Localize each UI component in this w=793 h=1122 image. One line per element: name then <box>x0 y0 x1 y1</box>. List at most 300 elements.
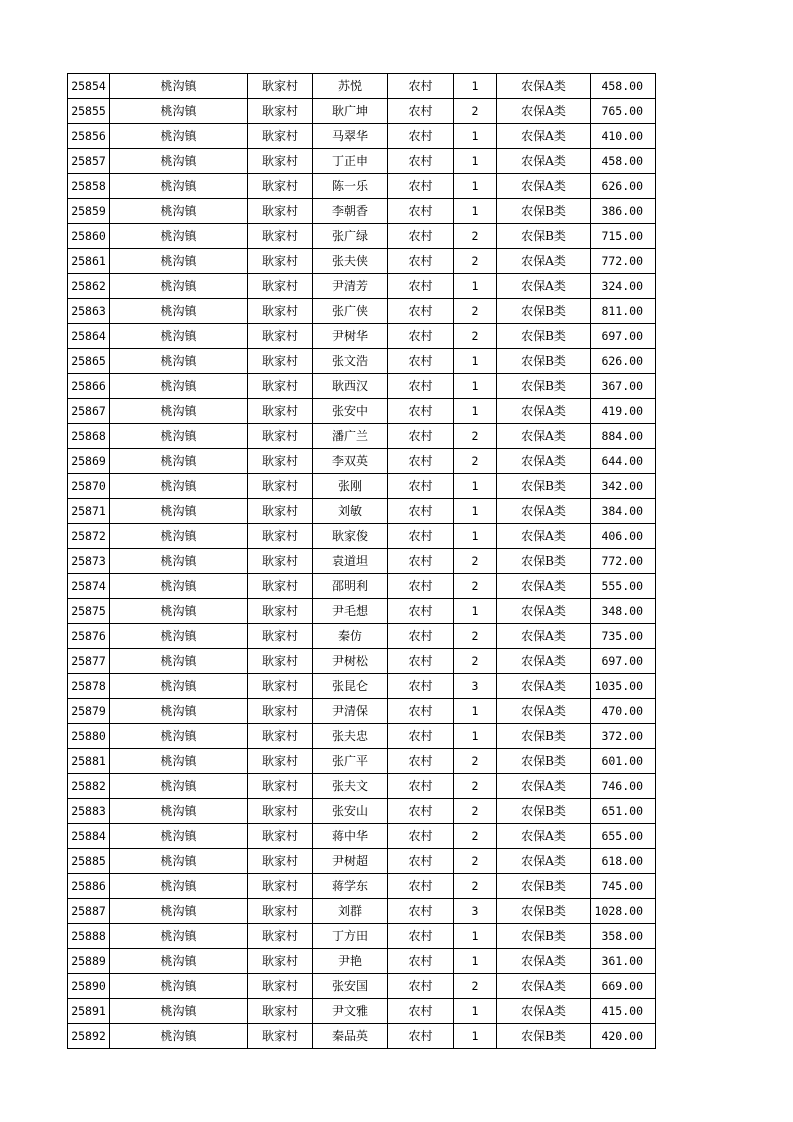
town-cell: 桃沟镇 <box>110 924 248 949</box>
name-cell: 袁道坦 <box>313 549 388 574</box>
count-cell: 1 <box>454 924 497 949</box>
amount-cell: 626.00 <box>591 349 656 374</box>
name-cell: 邵明利 <box>313 574 388 599</box>
village-cell: 耿家村 <box>248 249 313 274</box>
village-cell: 耿家村 <box>248 524 313 549</box>
count-cell: 2 <box>454 424 497 449</box>
amount-cell: 361.00 <box>591 949 656 974</box>
insurance-type-cell: 农保B类 <box>497 899 591 924</box>
household-type-cell: 农村 <box>388 199 454 224</box>
insurance-type-cell: 农保B类 <box>497 874 591 899</box>
count-cell: 2 <box>454 624 497 649</box>
serial-cell: 25871 <box>68 499 110 524</box>
household-type-cell: 农村 <box>388 324 454 349</box>
count-cell: 3 <box>454 899 497 924</box>
village-cell: 耿家村 <box>248 899 313 924</box>
household-type-cell: 农村 <box>388 724 454 749</box>
village-cell: 耿家村 <box>248 149 313 174</box>
table-row <box>68 424 656 449</box>
village-cell: 耿家村 <box>248 199 313 224</box>
household-type-cell: 农村 <box>388 699 454 724</box>
insurance-type-cell: 农保B类 <box>497 199 591 224</box>
village-cell: 耿家村 <box>248 124 313 149</box>
table-row <box>68 374 656 399</box>
village-cell: 耿家村 <box>248 949 313 974</box>
amount-cell: 884.00 <box>591 424 656 449</box>
household-type-cell: 农村 <box>388 249 454 274</box>
household-type-cell: 农村 <box>388 549 454 574</box>
name-cell: 陈一乐 <box>313 174 388 199</box>
amount-cell: 406.00 <box>591 524 656 549</box>
name-cell: 蒋学东 <box>313 874 388 899</box>
town-cell: 桃沟镇 <box>110 674 248 699</box>
table-row <box>68 199 656 224</box>
count-cell: 3 <box>454 674 497 699</box>
household-type-cell: 农村 <box>388 474 454 499</box>
table-row <box>68 549 656 574</box>
village-cell: 耿家村 <box>248 924 313 949</box>
table-row <box>68 174 656 199</box>
amount-cell: 735.00 <box>591 624 656 649</box>
count-cell: 2 <box>454 449 497 474</box>
count-cell: 2 <box>454 974 497 999</box>
serial-cell: 25870 <box>68 474 110 499</box>
insurance-type-cell: 农保B类 <box>497 299 591 324</box>
insurance-type-cell: 农保A类 <box>497 99 591 124</box>
name-cell: 刘敏 <box>313 499 388 524</box>
serial-cell: 25882 <box>68 774 110 799</box>
town-cell: 桃沟镇 <box>110 974 248 999</box>
count-cell: 1 <box>454 599 497 624</box>
name-cell: 丁正申 <box>313 149 388 174</box>
amount-cell: 410.00 <box>591 124 656 149</box>
amount-cell: 669.00 <box>591 974 656 999</box>
serial-cell: 25869 <box>68 449 110 474</box>
count-cell: 1 <box>454 949 497 974</box>
name-cell: 李双英 <box>313 449 388 474</box>
table-row <box>68 1024 656 1049</box>
table-row <box>68 774 656 799</box>
insurance-type-cell: 农保A类 <box>497 974 591 999</box>
amount-cell: 1028.00 <box>591 899 656 924</box>
table-row <box>68 649 656 674</box>
count-cell: 2 <box>454 99 497 124</box>
household-type-cell: 农村 <box>388 449 454 474</box>
name-cell: 张文浩 <box>313 349 388 374</box>
town-cell: 桃沟镇 <box>110 324 248 349</box>
table-row <box>68 74 656 99</box>
amount-cell: 348.00 <box>591 599 656 624</box>
count-cell: 2 <box>454 324 497 349</box>
insurance-type-cell: 农保A类 <box>497 949 591 974</box>
table-row <box>68 324 656 349</box>
town-cell: 桃沟镇 <box>110 549 248 574</box>
name-cell: 张广平 <box>313 749 388 774</box>
name-cell: 张昆仑 <box>313 674 388 699</box>
insurance-type-cell: 农保A类 <box>497 574 591 599</box>
serial-cell: 25863 <box>68 299 110 324</box>
village-cell: 耿家村 <box>248 174 313 199</box>
insurance-type-cell: 农保A类 <box>497 524 591 549</box>
table-row <box>68 924 656 949</box>
town-cell: 桃沟镇 <box>110 624 248 649</box>
serial-cell: 25875 <box>68 599 110 624</box>
insurance-type-cell: 农保A类 <box>497 699 591 724</box>
village-cell: 耿家村 <box>248 974 313 999</box>
name-cell: 张夫侠 <box>313 249 388 274</box>
village-cell: 耿家村 <box>248 599 313 624</box>
amount-cell: 745.00 <box>591 874 656 899</box>
name-cell: 秦品英 <box>313 1024 388 1049</box>
count-cell: 2 <box>454 824 497 849</box>
table-row <box>68 574 656 599</box>
village-cell: 耿家村 <box>248 874 313 899</box>
table-row <box>68 274 656 299</box>
name-cell: 潘广兰 <box>313 424 388 449</box>
count-cell: 2 <box>454 224 497 249</box>
serial-cell: 25868 <box>68 424 110 449</box>
town-cell: 桃沟镇 <box>110 349 248 374</box>
amount-cell: 458.00 <box>591 149 656 174</box>
name-cell: 尹清保 <box>313 699 388 724</box>
household-type-cell: 农村 <box>388 99 454 124</box>
count-cell: 2 <box>454 874 497 899</box>
serial-cell: 25859 <box>68 199 110 224</box>
name-cell: 苏悦 <box>313 74 388 99</box>
town-cell: 桃沟镇 <box>110 799 248 824</box>
count-cell: 1 <box>454 399 497 424</box>
town-cell: 桃沟镇 <box>110 374 248 399</box>
amount-cell: 342.00 <box>591 474 656 499</box>
town-cell: 桃沟镇 <box>110 74 248 99</box>
village-cell: 耿家村 <box>248 74 313 99</box>
village-cell: 耿家村 <box>248 549 313 574</box>
village-cell: 耿家村 <box>248 349 313 374</box>
count-cell: 1 <box>454 374 497 399</box>
insurance-type-cell: 农保B类 <box>497 1024 591 1049</box>
count-cell: 1 <box>454 274 497 299</box>
insurance-type-cell: 农保A类 <box>497 174 591 199</box>
table-row <box>68 674 656 699</box>
village-cell: 耿家村 <box>248 849 313 874</box>
village-cell: 耿家村 <box>248 824 313 849</box>
serial-cell: 25886 <box>68 874 110 899</box>
name-cell: 张广绿 <box>313 224 388 249</box>
serial-cell: 25881 <box>68 749 110 774</box>
name-cell: 尹清芳 <box>313 274 388 299</box>
amount-cell: 772.00 <box>591 249 656 274</box>
count-cell: 2 <box>454 849 497 874</box>
table-row <box>68 699 656 724</box>
table-row <box>68 849 656 874</box>
household-type-cell: 农村 <box>388 74 454 99</box>
serial-cell: 25858 <box>68 174 110 199</box>
town-cell: 桃沟镇 <box>110 749 248 774</box>
town-cell: 桃沟镇 <box>110 274 248 299</box>
serial-cell: 25864 <box>68 324 110 349</box>
table-row <box>68 799 656 824</box>
table-row <box>68 449 656 474</box>
household-type-cell: 农村 <box>388 624 454 649</box>
village-cell: 耿家村 <box>248 224 313 249</box>
town-cell: 桃沟镇 <box>110 999 248 1024</box>
name-cell: 张安中 <box>313 399 388 424</box>
village-cell: 耿家村 <box>248 649 313 674</box>
insurance-type-cell: 农保A类 <box>497 74 591 99</box>
town-cell: 桃沟镇 <box>110 174 248 199</box>
name-cell: 张安山 <box>313 799 388 824</box>
town-cell: 桃沟镇 <box>110 574 248 599</box>
amount-cell: 772.00 <box>591 549 656 574</box>
insurance-type-cell: 农保A类 <box>497 499 591 524</box>
serial-cell: 25860 <box>68 224 110 249</box>
name-cell: 张安国 <box>313 974 388 999</box>
serial-cell: 25889 <box>68 949 110 974</box>
table-row <box>68 474 656 499</box>
insurance-type-cell: 农保B类 <box>497 224 591 249</box>
village-cell: 耿家村 <box>248 374 313 399</box>
serial-cell: 25879 <box>68 699 110 724</box>
insurance-type-cell: 农保B类 <box>497 349 591 374</box>
town-cell: 桃沟镇 <box>110 649 248 674</box>
name-cell: 马翠华 <box>313 124 388 149</box>
household-type-cell: 农村 <box>388 399 454 424</box>
table-row <box>68 99 656 124</box>
table-row <box>68 349 656 374</box>
count-cell: 2 <box>454 299 497 324</box>
household-type-cell: 农村 <box>388 299 454 324</box>
count-cell: 1 <box>454 524 497 549</box>
count-cell: 1 <box>454 699 497 724</box>
name-cell: 李朝香 <box>313 199 388 224</box>
insurance-type-cell: 农保B类 <box>497 799 591 824</box>
insurance-type-cell: 农保A类 <box>497 849 591 874</box>
count-cell: 1 <box>454 349 497 374</box>
name-cell: 蒋中华 <box>313 824 388 849</box>
amount-cell: 415.00 <box>591 999 656 1024</box>
count-cell: 1 <box>454 124 497 149</box>
serial-cell: 25862 <box>68 274 110 299</box>
insurance-type-cell: 农保A类 <box>497 824 591 849</box>
table-body <box>68 74 656 1049</box>
serial-cell: 25873 <box>68 549 110 574</box>
town-cell: 桃沟镇 <box>110 249 248 274</box>
name-cell: 丁方田 <box>313 924 388 949</box>
serial-cell: 25892 <box>68 1024 110 1049</box>
insurance-type-cell: 农保A类 <box>497 399 591 424</box>
count-cell: 2 <box>454 799 497 824</box>
household-type-cell: 农村 <box>388 424 454 449</box>
insurance-type-cell: 农保A类 <box>497 149 591 174</box>
household-type-cell: 农村 <box>388 149 454 174</box>
name-cell: 尹艳 <box>313 949 388 974</box>
town-cell: 桃沟镇 <box>110 474 248 499</box>
count-cell: 1 <box>454 499 497 524</box>
insurance-type-cell: 农保B类 <box>497 749 591 774</box>
insurance-type-cell: 农保B类 <box>497 549 591 574</box>
insurance-type-cell: 农保B类 <box>497 924 591 949</box>
village-cell: 耿家村 <box>248 624 313 649</box>
table-row <box>68 899 656 924</box>
name-cell: 张夫文 <box>313 774 388 799</box>
insurance-type-cell: 农保A类 <box>497 274 591 299</box>
table-row <box>68 499 656 524</box>
amount-cell: 470.00 <box>591 699 656 724</box>
insurance-type-cell: 农保A类 <box>497 624 591 649</box>
amount-cell: 358.00 <box>591 924 656 949</box>
household-type-cell: 农村 <box>388 349 454 374</box>
count-cell: 2 <box>454 249 497 274</box>
amount-cell: 367.00 <box>591 374 656 399</box>
amount-cell: 384.00 <box>591 499 656 524</box>
table-row <box>68 749 656 774</box>
village-cell: 耿家村 <box>248 424 313 449</box>
serial-cell: 25874 <box>68 574 110 599</box>
amount-cell: 618.00 <box>591 849 656 874</box>
village-cell: 耿家村 <box>248 699 313 724</box>
household-type-cell: 农村 <box>388 174 454 199</box>
count-cell: 1 <box>454 199 497 224</box>
data-table <box>67 73 656 1049</box>
table-row <box>68 874 656 899</box>
serial-cell: 25880 <box>68 724 110 749</box>
amount-cell: 697.00 <box>591 649 656 674</box>
village-cell: 耿家村 <box>248 724 313 749</box>
village-cell: 耿家村 <box>248 774 313 799</box>
town-cell: 桃沟镇 <box>110 199 248 224</box>
town-cell: 桃沟镇 <box>110 874 248 899</box>
household-type-cell: 农村 <box>388 999 454 1024</box>
serial-cell: 25872 <box>68 524 110 549</box>
village-cell: 耿家村 <box>248 299 313 324</box>
insurance-type-cell: 农保B类 <box>497 324 591 349</box>
village-cell: 耿家村 <box>248 324 313 349</box>
name-cell: 尹文雅 <box>313 999 388 1024</box>
town-cell: 桃沟镇 <box>110 299 248 324</box>
town-cell: 桃沟镇 <box>110 699 248 724</box>
village-cell: 耿家村 <box>248 274 313 299</box>
insurance-type-cell: 农保A类 <box>497 649 591 674</box>
serial-cell: 25857 <box>68 149 110 174</box>
amount-cell: 372.00 <box>591 724 656 749</box>
village-cell: 耿家村 <box>248 799 313 824</box>
town-cell: 桃沟镇 <box>110 149 248 174</box>
count-cell: 1 <box>454 174 497 199</box>
amount-cell: 715.00 <box>591 224 656 249</box>
village-cell: 耿家村 <box>248 499 313 524</box>
village-cell: 耿家村 <box>248 749 313 774</box>
serial-cell: 25876 <box>68 624 110 649</box>
name-cell: 尹树超 <box>313 849 388 874</box>
household-type-cell: 农村 <box>388 874 454 899</box>
household-type-cell: 农村 <box>388 224 454 249</box>
household-type-cell: 农村 <box>388 1024 454 1049</box>
serial-cell: 25856 <box>68 124 110 149</box>
amount-cell: 324.00 <box>591 274 656 299</box>
count-cell: 1 <box>454 74 497 99</box>
name-cell: 耿西汉 <box>313 374 388 399</box>
amount-cell: 601.00 <box>591 749 656 774</box>
town-cell: 桃沟镇 <box>110 824 248 849</box>
insurance-type-cell: 农保A类 <box>497 249 591 274</box>
amount-cell: 420.00 <box>591 1024 656 1049</box>
household-type-cell: 农村 <box>388 649 454 674</box>
insurance-type-cell: 农保A类 <box>497 424 591 449</box>
amount-cell: 655.00 <box>591 824 656 849</box>
amount-cell: 386.00 <box>591 199 656 224</box>
amount-cell: 419.00 <box>591 399 656 424</box>
table-row <box>68 824 656 849</box>
household-type-cell: 农村 <box>388 949 454 974</box>
serial-cell: 25885 <box>68 849 110 874</box>
household-type-cell: 农村 <box>388 574 454 599</box>
table-row <box>68 624 656 649</box>
amount-cell: 746.00 <box>591 774 656 799</box>
household-type-cell: 农村 <box>388 924 454 949</box>
name-cell: 秦仿 <box>313 624 388 649</box>
name-cell: 张广侠 <box>313 299 388 324</box>
table-row <box>68 999 656 1024</box>
table-row <box>68 249 656 274</box>
serial-cell: 25854 <box>68 74 110 99</box>
amount-cell: 555.00 <box>591 574 656 599</box>
insurance-type-cell: 农保B类 <box>497 724 591 749</box>
count-cell: 1 <box>454 149 497 174</box>
count-cell: 1 <box>454 1024 497 1049</box>
name-cell: 尹树松 <box>313 649 388 674</box>
table-row <box>68 224 656 249</box>
serial-cell: 25866 <box>68 374 110 399</box>
household-type-cell: 农村 <box>388 374 454 399</box>
amount-cell: 697.00 <box>591 324 656 349</box>
town-cell: 桃沟镇 <box>110 449 248 474</box>
serial-cell: 25891 <box>68 999 110 1024</box>
table-row <box>68 724 656 749</box>
amount-cell: 811.00 <box>591 299 656 324</box>
household-type-cell: 农村 <box>388 124 454 149</box>
household-type-cell: 农村 <box>388 774 454 799</box>
town-cell: 桃沟镇 <box>110 849 248 874</box>
town-cell: 桃沟镇 <box>110 899 248 924</box>
serial-cell: 25878 <box>68 674 110 699</box>
village-cell: 耿家村 <box>248 999 313 1024</box>
town-cell: 桃沟镇 <box>110 224 248 249</box>
count-cell: 2 <box>454 574 497 599</box>
count-cell: 1 <box>454 999 497 1024</box>
household-type-cell: 农村 <box>388 799 454 824</box>
town-cell: 桃沟镇 <box>110 424 248 449</box>
name-cell: 尹树华 <box>313 324 388 349</box>
town-cell: 桃沟镇 <box>110 774 248 799</box>
count-cell: 2 <box>454 649 497 674</box>
town-cell: 桃沟镇 <box>110 724 248 749</box>
household-type-cell: 农村 <box>388 849 454 874</box>
amount-cell: 644.00 <box>591 449 656 474</box>
table-row <box>68 599 656 624</box>
insurance-type-cell: 农保A类 <box>497 124 591 149</box>
insurance-type-cell: 农保A类 <box>497 999 591 1024</box>
name-cell: 张刚 <box>313 474 388 499</box>
serial-cell: 25877 <box>68 649 110 674</box>
household-type-cell: 农村 <box>388 499 454 524</box>
amount-cell: 765.00 <box>591 99 656 124</box>
table-row <box>68 299 656 324</box>
town-cell: 桃沟镇 <box>110 1024 248 1049</box>
table-row <box>68 399 656 424</box>
serial-cell: 25884 <box>68 824 110 849</box>
serial-cell: 25888 <box>68 924 110 949</box>
insurance-type-cell: 农保A类 <box>497 449 591 474</box>
